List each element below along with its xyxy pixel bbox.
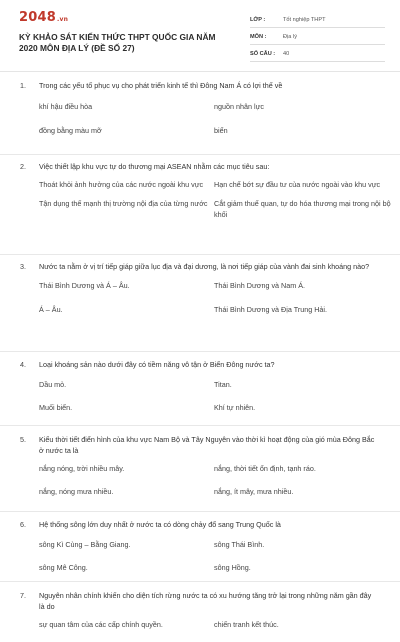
meta-value: Tốt nghiệp THPT (283, 17, 326, 23)
answer-option[interactable]: biển (214, 126, 228, 135)
answer-option[interactable]: Hạn chế bớt sự đầu tư của nước ngoài vào khu vực (214, 180, 381, 189)
logo-suffix: .vn (56, 16, 69, 23)
question-number: 3. (20, 262, 26, 271)
question-text: Nguyên nhân chính khiến cho diện tích rừng nước ta có xu hướng tăng trở lại trong những năm gần đây là do (39, 591, 372, 611)
answer-option[interactable]: Khí tự nhiên. (214, 403, 256, 412)
meta-key: SỐ CÂU : (250, 51, 276, 57)
answer-option[interactable]: Titan. (214, 380, 232, 389)
meta-value: Địa lý (283, 34, 297, 40)
question-number: 1. (20, 81, 26, 90)
question-list (0, 80, 400, 642)
question-text: Loại khoáng sản nào dưới đây có tiềm năng vô tận ở Biển Đông nước ta? (39, 360, 275, 369)
answer-option[interactable]: nắng, thời tiết ổn định, tạnh ráo. (214, 464, 316, 473)
answer-option[interactable]: Thái Bình Dương và Địa Trung Hải. (214, 305, 327, 314)
meta-key: MÔN : (250, 34, 267, 40)
site-logo[interactable] (19, 10, 68, 25)
answer-option[interactable]: Dầu mỏ. (39, 380, 67, 389)
question-1 (0, 80, 400, 154)
answer-option[interactable]: nắng nóng, trời nhiều mây. (39, 464, 125, 473)
answer-option[interactable]: Thoát khỏi ảnh hưởng của các nước ngoài khu vực (39, 180, 204, 189)
answer-option[interactable]: sự quan tâm của các cấp chính quyền. (39, 620, 163, 629)
question-7 (0, 582, 400, 642)
meta-key: LỚP : (250, 17, 266, 23)
exam-title: KỲ KHẢO SÁT KIẾN THỨC THPT QUỐC GIA NĂM 2020 MÔN ĐỊA LÝ (ĐỀ SỐ 27) (19, 32, 216, 53)
question-text: Việc thiết lập khu vực tự do thương mại ASEAN nhằm các mục tiêu sau: (39, 162, 270, 171)
question-text: Kiểu thời tiết điển hình của khu vực Nam Bộ và Tây Nguyên vào thời kì hoạt động của gió mùa Đông Bắc ở nước ta là (39, 435, 375, 455)
answer-option[interactable]: nguồn nhân lực (214, 102, 264, 111)
question-number: 2. (20, 162, 26, 171)
question-3 (0, 255, 400, 351)
question-text: Hệ thống sông lớn duy nhất ở nước ta có dòng chảy đổ sang Trung Quốc là (39, 520, 281, 529)
header-divider (0, 71, 400, 72)
answer-option[interactable]: sông Mê Công. (39, 563, 88, 572)
answer-option[interactable]: chiến tranh kết thúc. (214, 620, 279, 629)
answer-option[interactable]: nắng, ít mây, mưa nhiều. (214, 487, 294, 496)
answer-option[interactable]: Tận dụng thế mạnh thị trường nội địa của từng nước (39, 199, 208, 208)
question-2 (0, 155, 400, 254)
question-text: Nước ta nằm ở vị trí tiếp giáp giữa lục địa và đại dương, là nơi tiếp giáp của vành đai sinh khoáng nào? (39, 262, 370, 271)
question-text: Trong các yếu tố phục vụ cho phát triển kinh tế thì Đông Nam Á có lợi thế về (39, 81, 283, 90)
answer-option[interactable]: Cắt giảm thuế quan, tự do hóa thương mại trong nội bộ khối (214, 199, 391, 219)
answer-option[interactable]: sông Thái Bình. (214, 540, 265, 549)
exam-meta (250, 13, 385, 64)
exam-header (0, 0, 400, 66)
meta-row-count (250, 47, 385, 62)
answer-option[interactable]: khí hậu điều hòa (39, 102, 93, 111)
answer-option[interactable]: sông Kì Cùng – Bằng Giang. (39, 540, 131, 549)
question-number: 7. (20, 591, 26, 600)
answer-option[interactable]: sông Hồng. (214, 563, 251, 572)
question-5 (0, 426, 400, 511)
question-number: 4. (20, 360, 26, 369)
answer-option[interactable]: Muối biển. (39, 403, 73, 412)
question-number: 6. (20, 520, 26, 529)
logo-main: 2048 (19, 10, 56, 25)
answer-option[interactable]: đồng bằng màu mỡ (39, 126, 102, 135)
answer-option[interactable]: Thái Bình Dương và Nam Á. (214, 281, 306, 290)
question-6 (0, 512, 400, 581)
meta-row-class (250, 13, 385, 28)
answer-option[interactable]: nắng, nóng mưa nhiều. (39, 487, 114, 496)
question-number: 5. (20, 435, 26, 444)
question-4 (0, 352, 400, 425)
answer-option[interactable]: Thái Bình Dương và Á – Âu. (39, 281, 130, 290)
meta-value: 40 (283, 51, 290, 57)
meta-row-subject (250, 30, 385, 45)
answer-option[interactable]: Á – Âu. (39, 305, 63, 314)
